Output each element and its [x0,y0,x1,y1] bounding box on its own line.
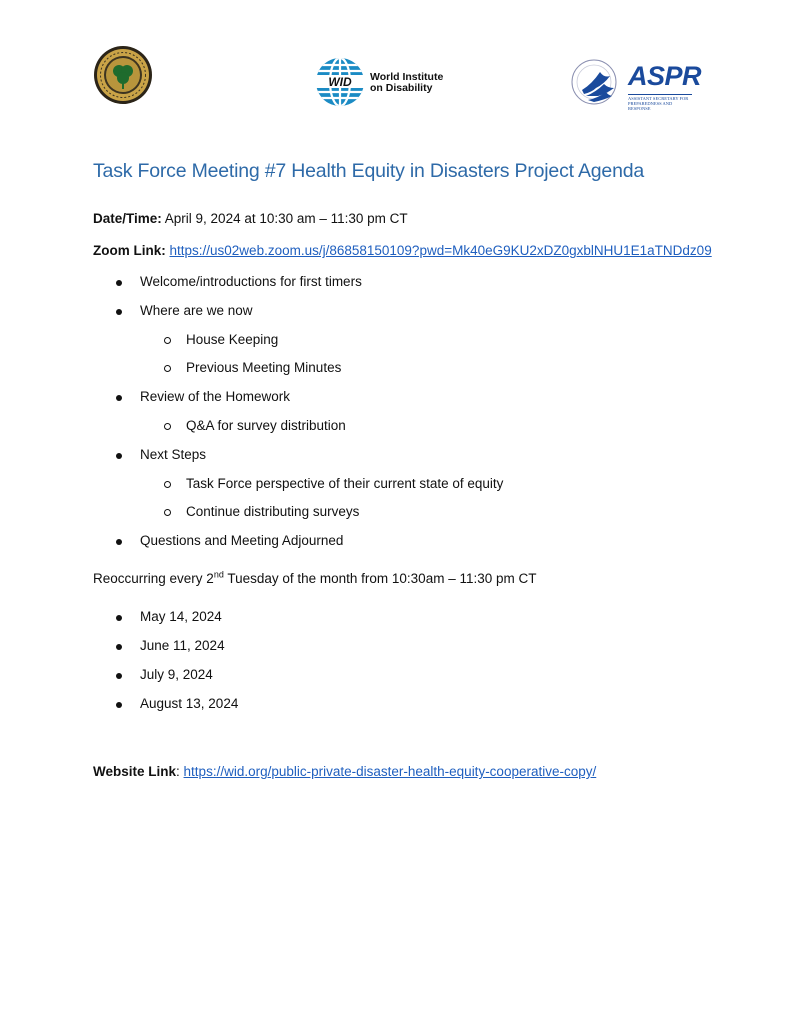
wid-logo [314,56,454,108]
bullet-icon [116,280,122,286]
list-item: Q&A for survey distribution [186,418,346,433]
sub-bullet-icon [164,509,171,516]
sub-bullet-icon [164,423,171,430]
list-item: Task Force perspective of their current state of equity [186,476,503,491]
zoom-line [93,243,712,258]
sub-bullet-icon [164,337,171,344]
list-item: Review of the Homework [140,389,290,404]
datetime-line [93,211,408,226]
list-item: Questions and Meeting Adjourned [140,533,343,548]
list-item: Next Steps [140,447,206,462]
list-item: Continue distributing surveys [186,504,359,519]
list-item: July 9, 2024 [140,667,213,682]
zoom-label: Zoom Link: [93,243,166,258]
hhs-eagle-icon [570,58,626,110]
aspr-logo-subtext: ASSISTANT SECRETARY FOR PREPAREDNESS AND RESPONSE [628,94,692,111]
wid-logo-text: World Institute on Disability [370,71,444,94]
datetime-label: Date/Time: [93,211,162,226]
list-item: Welcome/introductions for first timers [140,274,362,289]
aspr-logo [570,58,702,111]
sub-bullet-icon [164,365,171,372]
recurring-line: Reoccurring every 2nd Tuesday of the month from 10:30am – 11:30 pm CT [93,569,537,586]
zoom-link[interactable]: https://us02web.zoom.us/j/86858150109?pwd=Mk40eG9KU2xDZ0gxblNHU1E1aTNDdz09 [169,243,712,258]
bullet-icon [116,673,122,679]
website-line: Website Link: https://wid.org/public-private-disaster-health-equity-cooperative-copy/ [93,764,597,779]
list-item: August 13, 2024 [140,696,238,711]
bullet-icon [116,644,122,650]
bullet-icon [116,539,122,545]
bullet-icon [116,702,122,708]
list-item: House Keeping [186,332,278,347]
website-label: Website Link [93,764,177,779]
bullet-icon [116,615,122,621]
bullet-icon [116,309,122,315]
aspr-logo-text: ASPR [628,61,702,91]
list-item: June 11, 2024 [140,638,225,653]
list-item: Where are we now [140,303,253,318]
globe-icon [314,56,368,108]
list-item: May 14, 2024 [140,609,222,624]
list-item: Previous Meeting Minutes [186,360,341,375]
page-title: Task Force Meeting #7 Health Equity in Disasters Project Agenda [93,160,645,182]
datetime-value: April 9, 2024 at 10:30 am – 11:30 pm CT [161,211,408,226]
county-seal-logo [93,45,153,105]
website-link[interactable]: https://wid.org/public-private-disaster-health-equity-cooperative-copy/ [183,764,597,779]
sub-bullet-icon [164,481,171,488]
svg-text:WID: WID [328,75,352,89]
bullet-icon [116,453,122,459]
bullet-icon [116,395,122,401]
